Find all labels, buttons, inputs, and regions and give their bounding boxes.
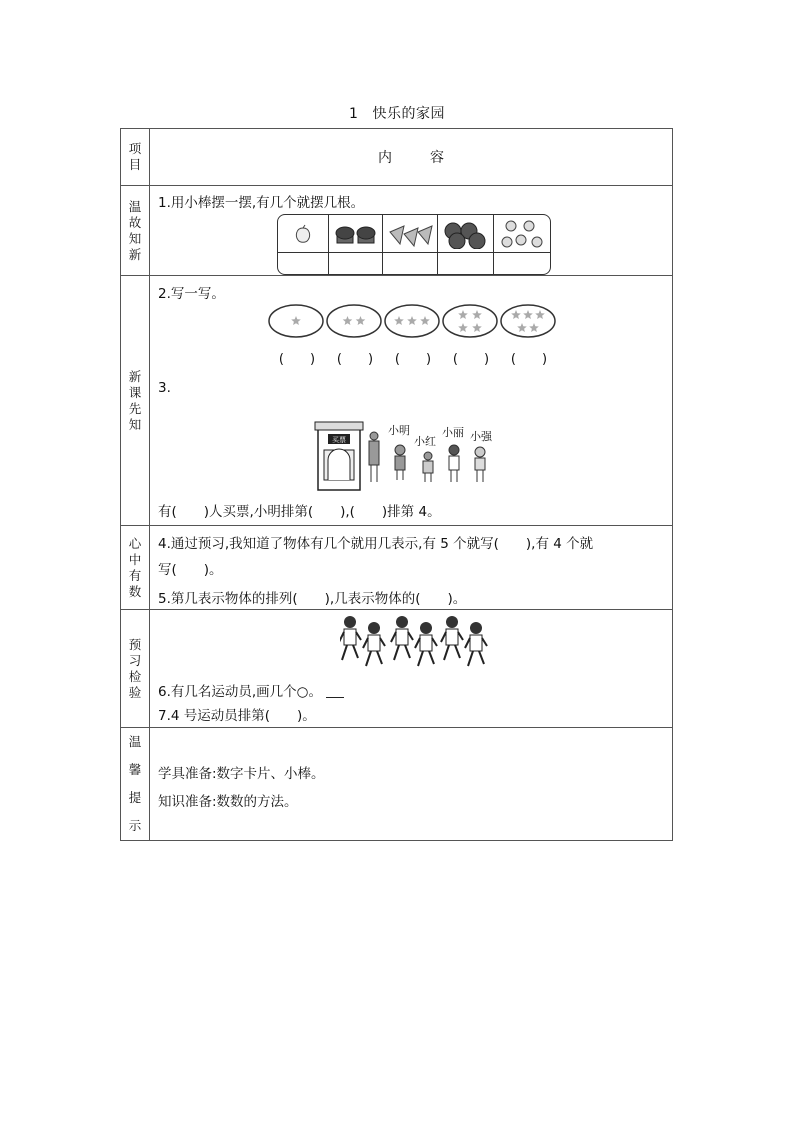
star-oval (327, 305, 381, 337)
tomato-icon (438, 215, 494, 253)
name-label-xiaoqiang: 小强 (470, 430, 492, 443)
name-label-xiaohong: 小红 (414, 435, 436, 448)
answer-blank[interactable]: ( ) (278, 352, 316, 367)
runner-icon (340, 616, 361, 660)
fruit-table (277, 214, 551, 275)
question-2: 2.写一写。 (158, 286, 225, 302)
star-oval (443, 305, 497, 337)
runner-icon (415, 622, 437, 666)
answer-cell[interactable] (438, 253, 494, 274)
question-5: 5.第几表示物体的排列( ),几表示物体的( )。 (158, 591, 467, 607)
check-content (150, 610, 673, 728)
runner-icon (441, 616, 463, 660)
question-7: 7.4 号运动员排第( )。 (158, 708, 316, 724)
review-content (150, 186, 673, 276)
question-6: 6.有几名运动员,画几个○。 (158, 680, 344, 700)
runner-icon (391, 616, 413, 660)
question-1: 1.用小棒摆一摆,有几个就摆几根。 (158, 195, 365, 211)
strawberry-icon (383, 215, 438, 253)
answer-blank[interactable]: ( ) (336, 352, 374, 367)
tip-knowledge: 知识准备:数数的方法。 (158, 794, 298, 810)
mind-content (150, 526, 673, 610)
answer-cell[interactable] (494, 253, 550, 274)
star-oval (501, 305, 555, 337)
answer-blank[interactable]: ( ) (510, 352, 548, 367)
question-4a: 4.通过预习,我知道了物体有几个就用几表示,有 5 个就写( ),有 4 个就 (158, 536, 594, 552)
runners-illustration (340, 614, 490, 672)
preview-label: 新 课 先 知 (121, 276, 150, 526)
mind-label: 心 中 有 数 (121, 526, 150, 610)
review-label: 温 故 知 新 (121, 186, 150, 276)
answer-cell[interactable] (329, 253, 383, 274)
answer-blank[interactable]: ( ) (394, 352, 432, 367)
booth-sign: 买票 (332, 436, 346, 444)
question-3-answer: 有( )人买票,小明排第( ),( )排第 4。 (158, 504, 441, 520)
peach-icon (278, 215, 329, 253)
name-label-xiaoli: 小丽 (442, 426, 464, 439)
page-title: 1 快乐的家园 (349, 106, 445, 122)
apple-icon (494, 215, 550, 253)
answer-blank[interactable]: ( ) (452, 352, 490, 367)
star-ovals (268, 303, 558, 339)
check-label: 预 习 检 验 (121, 610, 150, 728)
worksheet-table (120, 128, 673, 841)
tip-tools: 学具准备:数字卡片、小棒。 (158, 766, 325, 782)
answer-cell[interactable] (383, 253, 438, 274)
runner-icon (363, 622, 385, 666)
runner-icon (465, 622, 487, 666)
question-3: 3. (158, 380, 171, 396)
tips-label: 温 馨 提 示 (121, 728, 150, 841)
preview-content (150, 276, 673, 526)
question-4b: 写( )。 (158, 562, 223, 578)
answer-cell[interactable] (278, 253, 329, 274)
ticket-booth-icon (315, 422, 363, 490)
cake-icon (329, 215, 383, 253)
name-label-xiaoming: 小明 (388, 424, 410, 437)
answer-line[interactable] (326, 697, 344, 698)
header-content: 内容 (150, 129, 673, 186)
header-label: 项 目 (121, 129, 150, 186)
tips-content (150, 728, 673, 841)
star-answer-row (268, 348, 558, 367)
